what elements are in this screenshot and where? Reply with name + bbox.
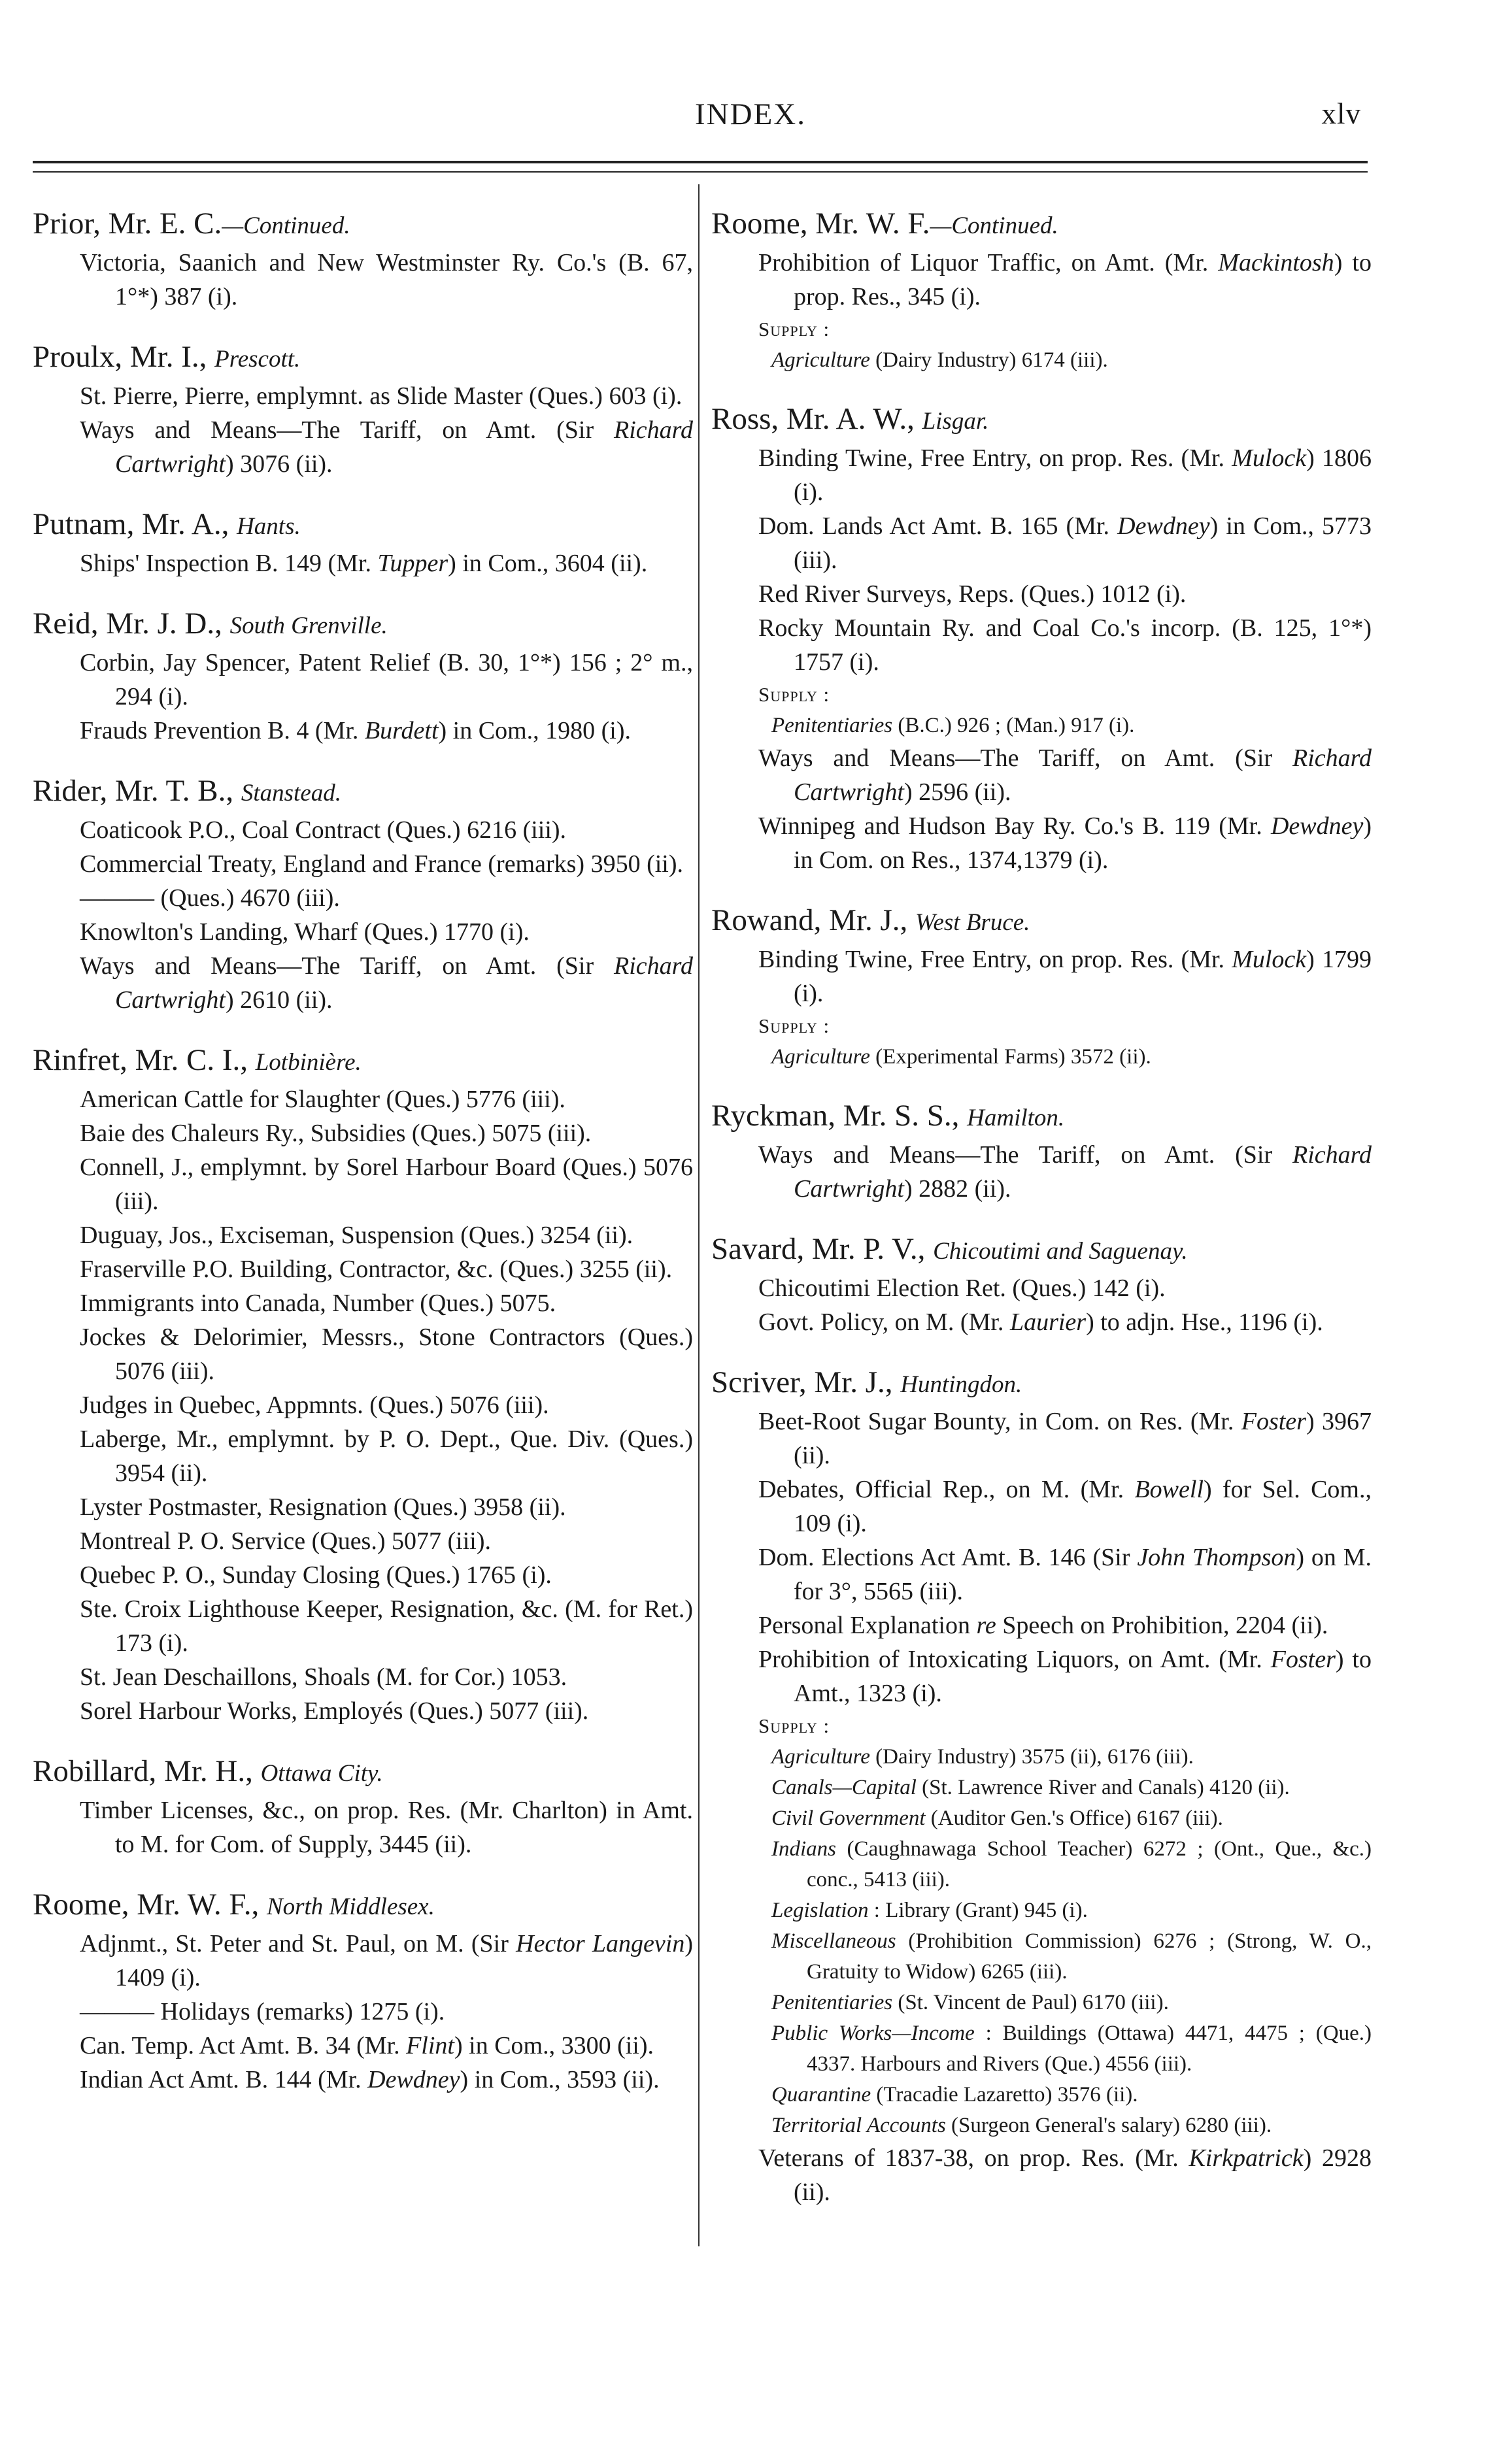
index-entry: [33, 1041, 693, 1728]
index-entry: [711, 901, 1372, 1073]
index-item: Winnipeg and Hudson Bay Ry. Co.'s B. 119 (Mr. Dewdney) in Com. on Res., 1374,1379 (i).: [758, 812, 1372, 874]
member-riding: Lisgar.: [922, 408, 989, 435]
index-item: Victoria, Saanich and New Westminster Ry. Co.'s (B. 67, 1°*) 387 (i).: [80, 249, 693, 310]
supply-heading: Supply :: [758, 683, 830, 706]
member-riding: North Middlesex.: [266, 1893, 435, 1920]
index-item: Veterans of 1837-38, on prop. Res. (Mr. Kirkpatrick) 2928 (ii).: [758, 2144, 1372, 2206]
index-item: Adjnmt., St. Peter and St. Paul, on M. (Sir Hector Langevin) 1409 (i).: [80, 1930, 693, 1991]
index-item: Connell, J., emplymnt. by Sorel Harbour Board (Ques.) 5076 (iii).: [80, 1154, 693, 1215]
page-title: INDEX.: [695, 97, 806, 131]
member-riding: Huntingdon.: [900, 1371, 1022, 1398]
index-entry: [33, 771, 693, 1017]
index-item: Ways and Means—The Tariff, on Amt. (Sir Richard Cartwright) 2882 (ii).: [758, 1141, 1372, 1203]
member-name: Ross, Mr. A. W.,: [711, 402, 915, 436]
index-item: Debates, Official Rep., on M. (Mr. Bowell) for Sel. Com., 109 (i).: [758, 1476, 1372, 1537]
right-column: [711, 204, 1372, 2233]
entry-name: [33, 505, 693, 546]
index-item: Prohibition of Liquor Traffic, on Amt. (Mr. Mackintosh) to prop. Res., 345 (i).: [758, 249, 1372, 310]
member-riding: West Bruce.: [915, 909, 1030, 936]
index-item: Govt. Policy, on M. (Mr. Laurier) to adjn. Hse., 1196 (i).: [758, 1308, 1323, 1336]
index-item: Binding Twine, Free Entry, on prop. Res. (Mr. Mulock) 1799 (i).: [758, 946, 1372, 1007]
supply-subentry: Agriculture (Dairy Industry) 6174 (iii).: [771, 348, 1108, 372]
supply-subentry: Public Works—Income : Buildings (Ottawa) 4471, 4475 ; (Que.) 4337. Harbours and Rivers (Que.) 4556 (iii).: [771, 2022, 1372, 2076]
index-item: Quebec P. O., Sunday Closing (Ques.) 1765 (i).: [80, 1561, 552, 1589]
member-riding: South Grenville.: [229, 612, 388, 639]
index-item: Corbin, Jay Spencer, Patent Relief (B. 30, 1°*) 156 ; 2° m., 294 (i).: [80, 649, 693, 710]
supply-heading: Supply :: [758, 318, 830, 341]
entry-name: [711, 1229, 1372, 1271]
member-name: Scriver, Mr. J.,: [711, 1365, 893, 1399]
index-entry: [711, 399, 1372, 877]
supply-subentry: Indians (Caughnawaga School Teacher) 6272 ; (Ont., Que., &c.) conc., 5413 (iii).: [771, 1837, 1372, 1891]
index-item: ——— (Ques.) 4670 (iii).: [80, 884, 340, 912]
index-item: Laberge, Mr., emplymnt. by P. O. Dept., Que. Div. (Ques.) 3954 (ii).: [80, 1425, 693, 1487]
member-riding: Stanstead.: [241, 780, 341, 807]
member-name: Rinfret, Mr. C. I.,: [33, 1043, 248, 1077]
member-name: Roome, Mr. W. F.,: [33, 1888, 260, 1922]
entry-name: [33, 1041, 693, 1082]
entry-name: [33, 771, 693, 813]
header-rule-thick: [33, 161, 1368, 163]
member-riding: —Continued.: [930, 212, 1058, 239]
member-riding: —Continued.: [222, 212, 350, 239]
index-item: St. Pierre, Pierre, emplymnt. as Slide Master (Ques.) 603 (i).: [80, 382, 683, 410]
page-number: xlv: [1321, 97, 1361, 130]
index-entry: [33, 204, 693, 314]
index-item: Beet-Root Sugar Bounty, in Com. on Res. (Mr. Foster) 3967 (ii).: [758, 1408, 1372, 1469]
member-riding: Ottawa City.: [260, 1760, 383, 1787]
index-item: Rocky Mountain Ry. and Coal Co.'s incorp. (B. 125, 1°*) 1757 (i).: [758, 614, 1372, 676]
member-riding: Hants.: [237, 513, 301, 540]
header-rule-thin: [33, 171, 1368, 173]
member-riding: Chicoutimi and Saguenay.: [933, 1238, 1188, 1265]
index-item: St. Jean Deschaillons, Shoals (M. for Cor.) 1053.: [80, 1663, 567, 1691]
index-item: Timber Licenses, &c., on prop. Res. (Mr. Charlton) in Amt. to M. for Com. of Supply, 3445 (ii).: [80, 1797, 693, 1858]
index-entry: [33, 505, 693, 580]
supply-subentry: Agriculture (Experimental Farms) 3572 (ii).: [771, 1045, 1151, 1069]
index-item: American Cattle for Slaughter (Ques.) 5776 (iii).: [80, 1086, 565, 1113]
index-item: Dom. Lands Act Amt. B. 165 (Mr. Dewdney) in Com., 5773 (iii).: [758, 512, 1372, 574]
entry-name: [711, 204, 1372, 246]
member-name: Savard, Mr. P. V.,: [711, 1232, 926, 1266]
member-name: Ryckman, Mr. S. S.,: [711, 1099, 960, 1133]
index-item: Knowlton's Landing, Wharf (Ques.) 1770 (i).: [80, 918, 530, 946]
entry-name: [33, 1752, 693, 1793]
index-item: Judges in Quebec, Appmnts. (Ques.) 5076 (iii).: [80, 1391, 549, 1419]
entry-name: [711, 399, 1372, 441]
index-item: Ways and Means—The Tariff, on Amt. (Sir Richard Cartwright) 2596 (ii).: [758, 744, 1372, 806]
member-name: Rowand, Mr. J.,: [711, 903, 908, 937]
member-riding: Lotbinière.: [255, 1049, 362, 1076]
supply-subentry: Agriculture (Dairy Industry) 3575 (ii), 6176 (iii).: [771, 1745, 1194, 1769]
supply-subentry: Legislation : Library (Grant) 945 (i).: [771, 1899, 1088, 1922]
index-entry: [711, 1096, 1372, 1206]
index-item: Can. Temp. Act Amt. B. 34 (Mr. Flint) in Com., 3300 (ii).: [80, 2032, 654, 2059]
member-name: Prior, Mr. E. C.: [33, 207, 222, 241]
index-entry: [711, 1363, 1372, 2209]
index-entry: [33, 337, 693, 481]
index-item: Red River Surveys, Reps. (Ques.) 1012 (i).: [758, 580, 1187, 608]
index-item: Immigrants into Canada, Number (Ques.) 5075.: [80, 1290, 556, 1317]
member-name: Robillard, Mr. H.,: [33, 1754, 253, 1788]
index-item: Frauds Prevention B. 4 (Mr. Burdett) in Com., 1980 (i).: [80, 717, 631, 744]
member-riding: Hamilton.: [967, 1105, 1065, 1131]
index-item: Commercial Treaty, England and France (remarks) 3950 (ii).: [80, 850, 684, 878]
left-column: [33, 204, 693, 2120]
index-item: Montreal P. O. Service (Ques.) 5077 (iii).: [80, 1527, 491, 1555]
supply-subentry: Miscellaneous (Prohibition Commission) 6276 ; (Strong, W. O., Gratuity to Widow) 6265 (iii).: [771, 1929, 1372, 1984]
index-item: Ways and Means—The Tariff, on Amt. (Sir Richard Cartwright) 3076 (ii).: [80, 416, 693, 478]
entry-name: [711, 901, 1372, 942]
index-item: Indian Act Amt. B. 144 (Mr. Dewdney) in Com., 3593 (ii).: [80, 2066, 660, 2093]
entry-name: [33, 337, 693, 379]
supply-subentry: Civil Government (Auditor Gen.'s Office) 6167 (iii).: [771, 1806, 1223, 1830]
member-name: Rider, Mr. T. B.,: [33, 774, 234, 808]
index-entry: [711, 204, 1372, 376]
index-item: Fraserville P.O. Building, Contractor, &c. (Ques.) 3255 (ii).: [80, 1256, 673, 1283]
member-riding: Prescott.: [214, 346, 301, 373]
index-item: Sorel Harbour Works, Employés (Ques.) 5077 (iii).: [80, 1697, 589, 1725]
supply-heading: Supply :: [758, 1714, 830, 1737]
supply-subentry: Canals—Capital (St. Lawrence River and Canals) 4120 (ii).: [771, 1776, 1290, 1799]
entry-name: [711, 1096, 1372, 1138]
entry-name: [33, 604, 693, 646]
index-item: Binding Twine, Free Entry, on prop. Res. (Mr. Mulock) 1806 (i).: [758, 444, 1372, 506]
supply-subentry: Quarantine (Tracadie Lazaretto) 3576 (ii).: [771, 2083, 1138, 2106]
index-item: Jockes & Delorimier, Messrs., Stone Contractors (Ques.) 5076 (iii).: [80, 1324, 693, 1385]
member-name: Proulx, Mr. I.,: [33, 340, 207, 374]
index-item: Ships' Inspection B. 149 (Mr. Tupper) in Com., 3604 (ii).: [80, 550, 648, 577]
entry-name: [711, 1363, 1372, 1405]
index-item: Prohibition of Intoxicating Liquors, on Amt. (Mr. Foster) to Amt., 1323 (i).: [758, 1646, 1372, 1707]
supply-heading: Supply :: [758, 1014, 830, 1037]
index-item: Dom. Elections Act Amt. B. 146 (Sir John Thompson) on M. for 3°, 5565 (iii).: [758, 1544, 1372, 1605]
index-item: ——— Holidays (remarks) 1275 (i).: [80, 1998, 445, 2025]
member-name: Reid, Mr. J. D.,: [33, 607, 222, 641]
member-name: Roome, Mr. W. F.: [711, 207, 930, 241]
index-item: Lyster Postmaster, Resignation (Ques.) 3958 (ii).: [80, 1493, 566, 1521]
index-item: Ste. Croix Lighthouse Keeper, Resignation, &c. (M. for Ret.) 173 (i).: [80, 1595, 693, 1657]
index-entry: [33, 1885, 693, 2097]
entry-name: [33, 1885, 693, 1927]
supply-subentry: Penitentiaries (B.C.) 926 ; (Man.) 917 (i).: [771, 714, 1135, 737]
index-item: Duguay, Jos., Exciseman, Suspension (Ques.) 3254 (ii).: [80, 1222, 633, 1249]
entry-name: [33, 204, 693, 246]
column-divider: [698, 184, 700, 2246]
index-entry: [33, 604, 693, 748]
index-item: Coaticook P.O., Coal Contract (Ques.) 6216 (iii).: [80, 816, 567, 844]
supply-subentry: Territorial Accounts (Surgeon General's salary) 6280 (iii).: [771, 2114, 1272, 2137]
member-name: Putnam, Mr. A.,: [33, 507, 229, 541]
index-item: Baie des Chaleurs Ry., Subsidies (Ques.) 5075 (iii).: [80, 1120, 592, 1147]
index-item: Chicoutimi Election Ret. (Ques.) 142 (i).: [758, 1274, 1166, 1302]
index-item: Personal Explanation re Speech on Prohibition, 2204 (ii).: [758, 1612, 1328, 1639]
index-item: Ways and Means—The Tariff, on Amt. (Sir Richard Cartwright) 2610 (ii).: [80, 952, 693, 1014]
supply-subentry: Penitentiaries (St. Vincent de Paul) 6170 (iii).: [771, 1991, 1169, 2014]
index-entry: [711, 1229, 1372, 1339]
index-entry: [33, 1752, 693, 1861]
